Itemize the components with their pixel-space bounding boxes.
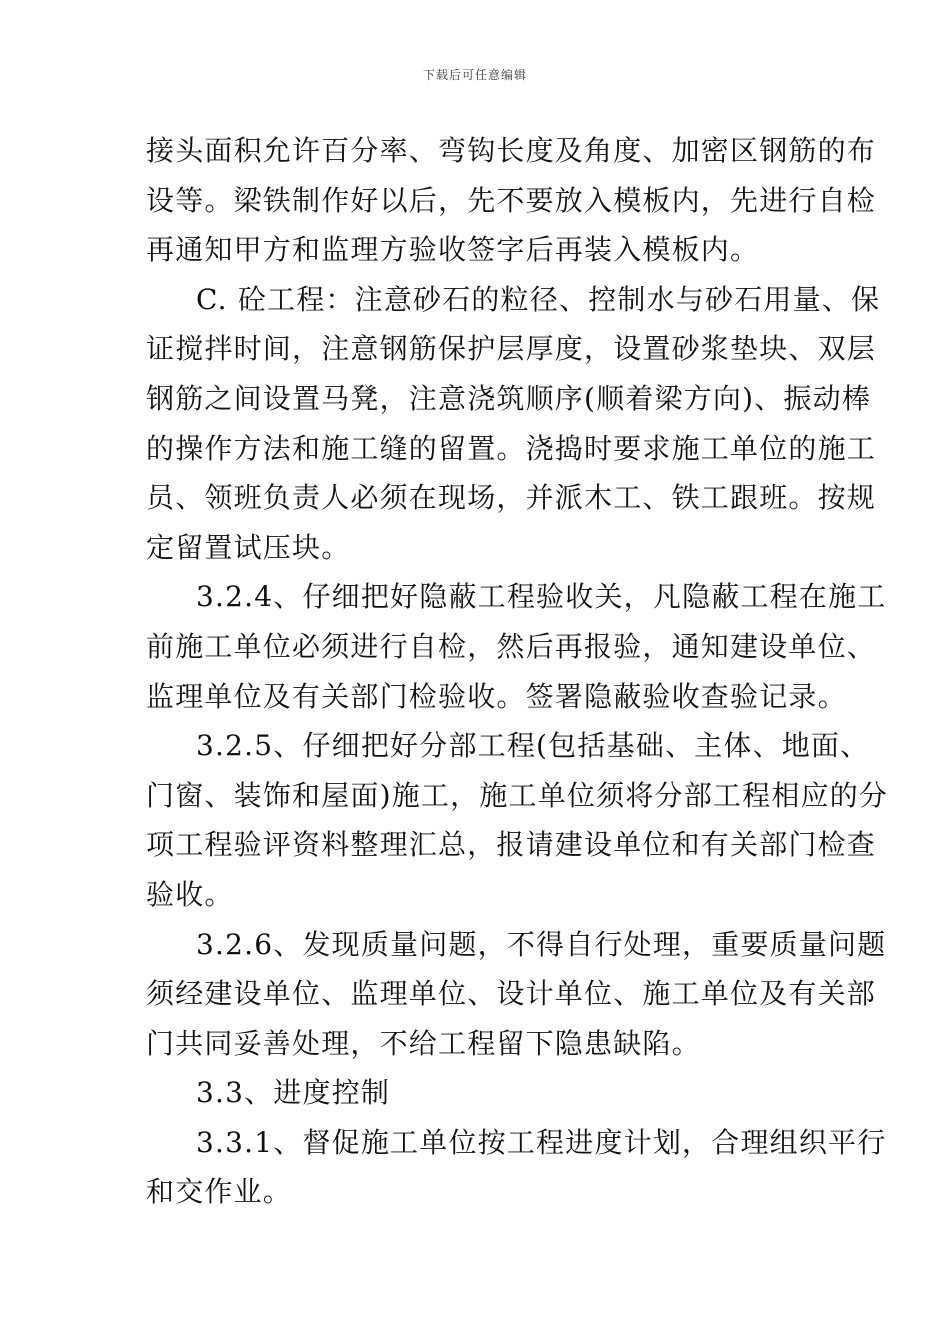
text-line: 前施工单位必须进行自检，然后再报验，通知建设单位、 bbox=[146, 629, 877, 663]
text-line: 钢筋之间设置马凳，注意浇筑顺序(顺着梁方向)、振动棒 bbox=[146, 381, 872, 415]
document-body bbox=[146, 126, 889, 1217]
text-line: 接头面积允许百分率、弯钩长度及角度、加密区钢筋的布 bbox=[146, 134, 877, 167]
text-line: 验收。 bbox=[146, 877, 234, 911]
paragraph-start-line: 3.2.5、仔细把好分部工程(包括基础、主体、地面、 bbox=[196, 729, 870, 763]
paragraph-start-line: 3.2.4、仔细把好隐蔽工程验收关，凡隐蔽工程在施工 bbox=[196, 580, 887, 614]
text-line: 门共同妥善处理，不给工程留下隐患缺陷。 bbox=[146, 1026, 701, 1060]
paragraph-start-line: 3.2.6、发现质量问题，不得自行处理，重要质量问题 bbox=[196, 927, 887, 961]
page-header: 下载后可任意编辑 bbox=[422, 68, 527, 82]
text-line: 监理单位及有关部门检验收。签署隐蔽验收查验记录。 bbox=[146, 679, 847, 713]
text-line: 定留置试压块。 bbox=[146, 530, 351, 564]
text-line: 员、领班负责人必须在现场，并派木工、铁工跟班。按规 bbox=[146, 481, 877, 515]
paragraph-start-line: C. 砼工程：注意砂石的粒径、控制水与砂石用量、保 bbox=[196, 282, 881, 316]
text-line: 项工程验评资料整理汇总，报请建设单位和有关部门检查 bbox=[146, 828, 877, 862]
paragraph-start-line: 3.3.1、督促施工单位按工程进度计划，合理组织平行 bbox=[196, 1125, 887, 1159]
text-line: 的操作方法和施工缝的留置。浇捣时要求施工单位的施工 bbox=[146, 431, 877, 465]
text-line: 和交作业。 bbox=[146, 1175, 293, 1209]
text-line: 设等。梁铁制作好以后，先不要放入模板内，先进行自检 bbox=[146, 183, 877, 217]
section-heading: 3.3、进度控制 bbox=[196, 1076, 391, 1110]
text-line: 须经建设单位、监理单位、设计单位、施工单位及有关部 bbox=[146, 977, 877, 1011]
text-line: 再通知甲方和监理方验收签字后再装入模板内。 bbox=[146, 233, 760, 267]
text-line: 证搅拌时间，注意钢筋保护层厚度，设置砂浆垫块、双层 bbox=[146, 332, 877, 366]
text-line: 门窗、装饰和屋面)施工，施工单位须将分部工程相应的分 bbox=[146, 778, 889, 812]
